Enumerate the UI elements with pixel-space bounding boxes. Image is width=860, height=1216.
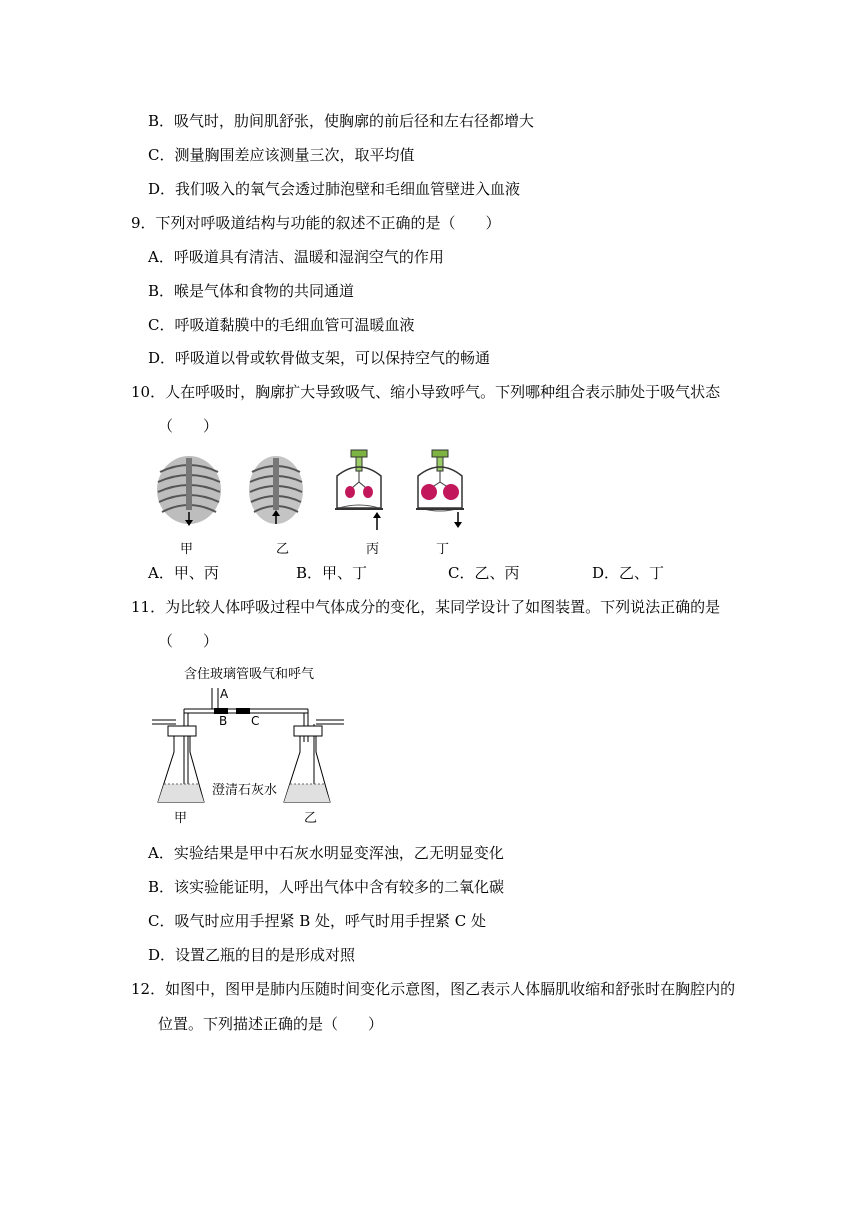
label-a: A: [220, 687, 229, 701]
q10-option-c: C．乙、丙: [448, 564, 520, 582]
q10-paren: （ ）: [158, 417, 219, 435]
q11-paren: （ ）: [158, 632, 219, 650]
q10-option-a: A．甲、丙: [148, 564, 219, 582]
apparatus-title: 含住玻璃管吸气和呼气: [184, 667, 315, 682]
q8-option-b: B．吸气时，肋间肌舒张，使胸廓的前后径和左右径都增大: [148, 112, 535, 130]
q11-option-a: A．实验结果是甲中石灰水明显变浑浊，乙无明显变化: [148, 844, 504, 862]
q9-option-c: C．呼吸道黏膜中的毛细血管可温暖血液: [148, 316, 415, 334]
q10-option-d: D．乙、丁: [592, 564, 665, 582]
bell-jar-model-ding: [416, 450, 464, 528]
q11-option-d: D．设置乙瓶的目的是形成对照: [148, 946, 356, 964]
flask-label-yi: 乙: [304, 811, 318, 826]
q11-stem: 11．为比较人体呼吸过程中气体成分的变化，某同学设计了如图装置。下列说法正确的是: [131, 598, 721, 616]
label-c: C: [251, 714, 260, 728]
q11-option-b: B．该实验能证明，人呼出气体中含有较多的二氧化碳: [148, 878, 505, 896]
limewater-label: 澄清石灰水: [212, 783, 278, 798]
q12-stem: 12．如图中，图甲是肺内压随时间变化示意图，图乙表示人体膈肌收缩和舒张时在胸腔内的: [131, 980, 736, 998]
bell-jar-model-bing: [335, 450, 383, 530]
q11-option-c: C．吸气时应用手捏紧 B 处，呼气时用手捏紧 C 处: [148, 912, 487, 930]
q12-cont: 位置。下列描述正确的是（ ）: [158, 1015, 384, 1033]
fig-label-ding: 丁: [436, 542, 450, 557]
q10-option-b: B．甲、丁: [296, 564, 368, 582]
q8-option-d: D．我们吸入的氧气会透过肺泡壁和毛细血管壁进入血液: [148, 180, 521, 198]
q10-stem: 10．人在呼吸时，胸廓扩大导致吸气、缩小导致呼气。下列哪种组合表示肺处于吸气状态: [131, 383, 721, 401]
q9-option-d: D．呼吸道以骨或软骨做支架，可以保持空气的畅通: [148, 349, 491, 367]
q8-option-c: C．测量胸围差应该测量三次，取平均值: [148, 146, 415, 164]
q9-option-b: B．喉是气体和食物的共同通道: [148, 282, 355, 300]
fig-label-yi: 乙: [276, 542, 290, 557]
q10-figure: [148, 448, 468, 538]
q9-stem: 9．下列对呼吸道结构与功能的叙述不正确的是（ ）: [131, 214, 501, 232]
ribcage-expanded-image: [157, 456, 221, 526]
flask-label-jia: 甲: [174, 811, 188, 826]
label-b: B: [219, 714, 228, 728]
fig-label-jia: 甲: [180, 542, 194, 557]
fig-label-bing: 丙: [366, 542, 380, 557]
ribcage-contracted-image: [249, 456, 303, 524]
q11-apparatus-figure: [148, 662, 358, 828]
q9-option-a: A．呼吸道具有清洁、温暖和湿润空气的作用: [148, 248, 444, 266]
